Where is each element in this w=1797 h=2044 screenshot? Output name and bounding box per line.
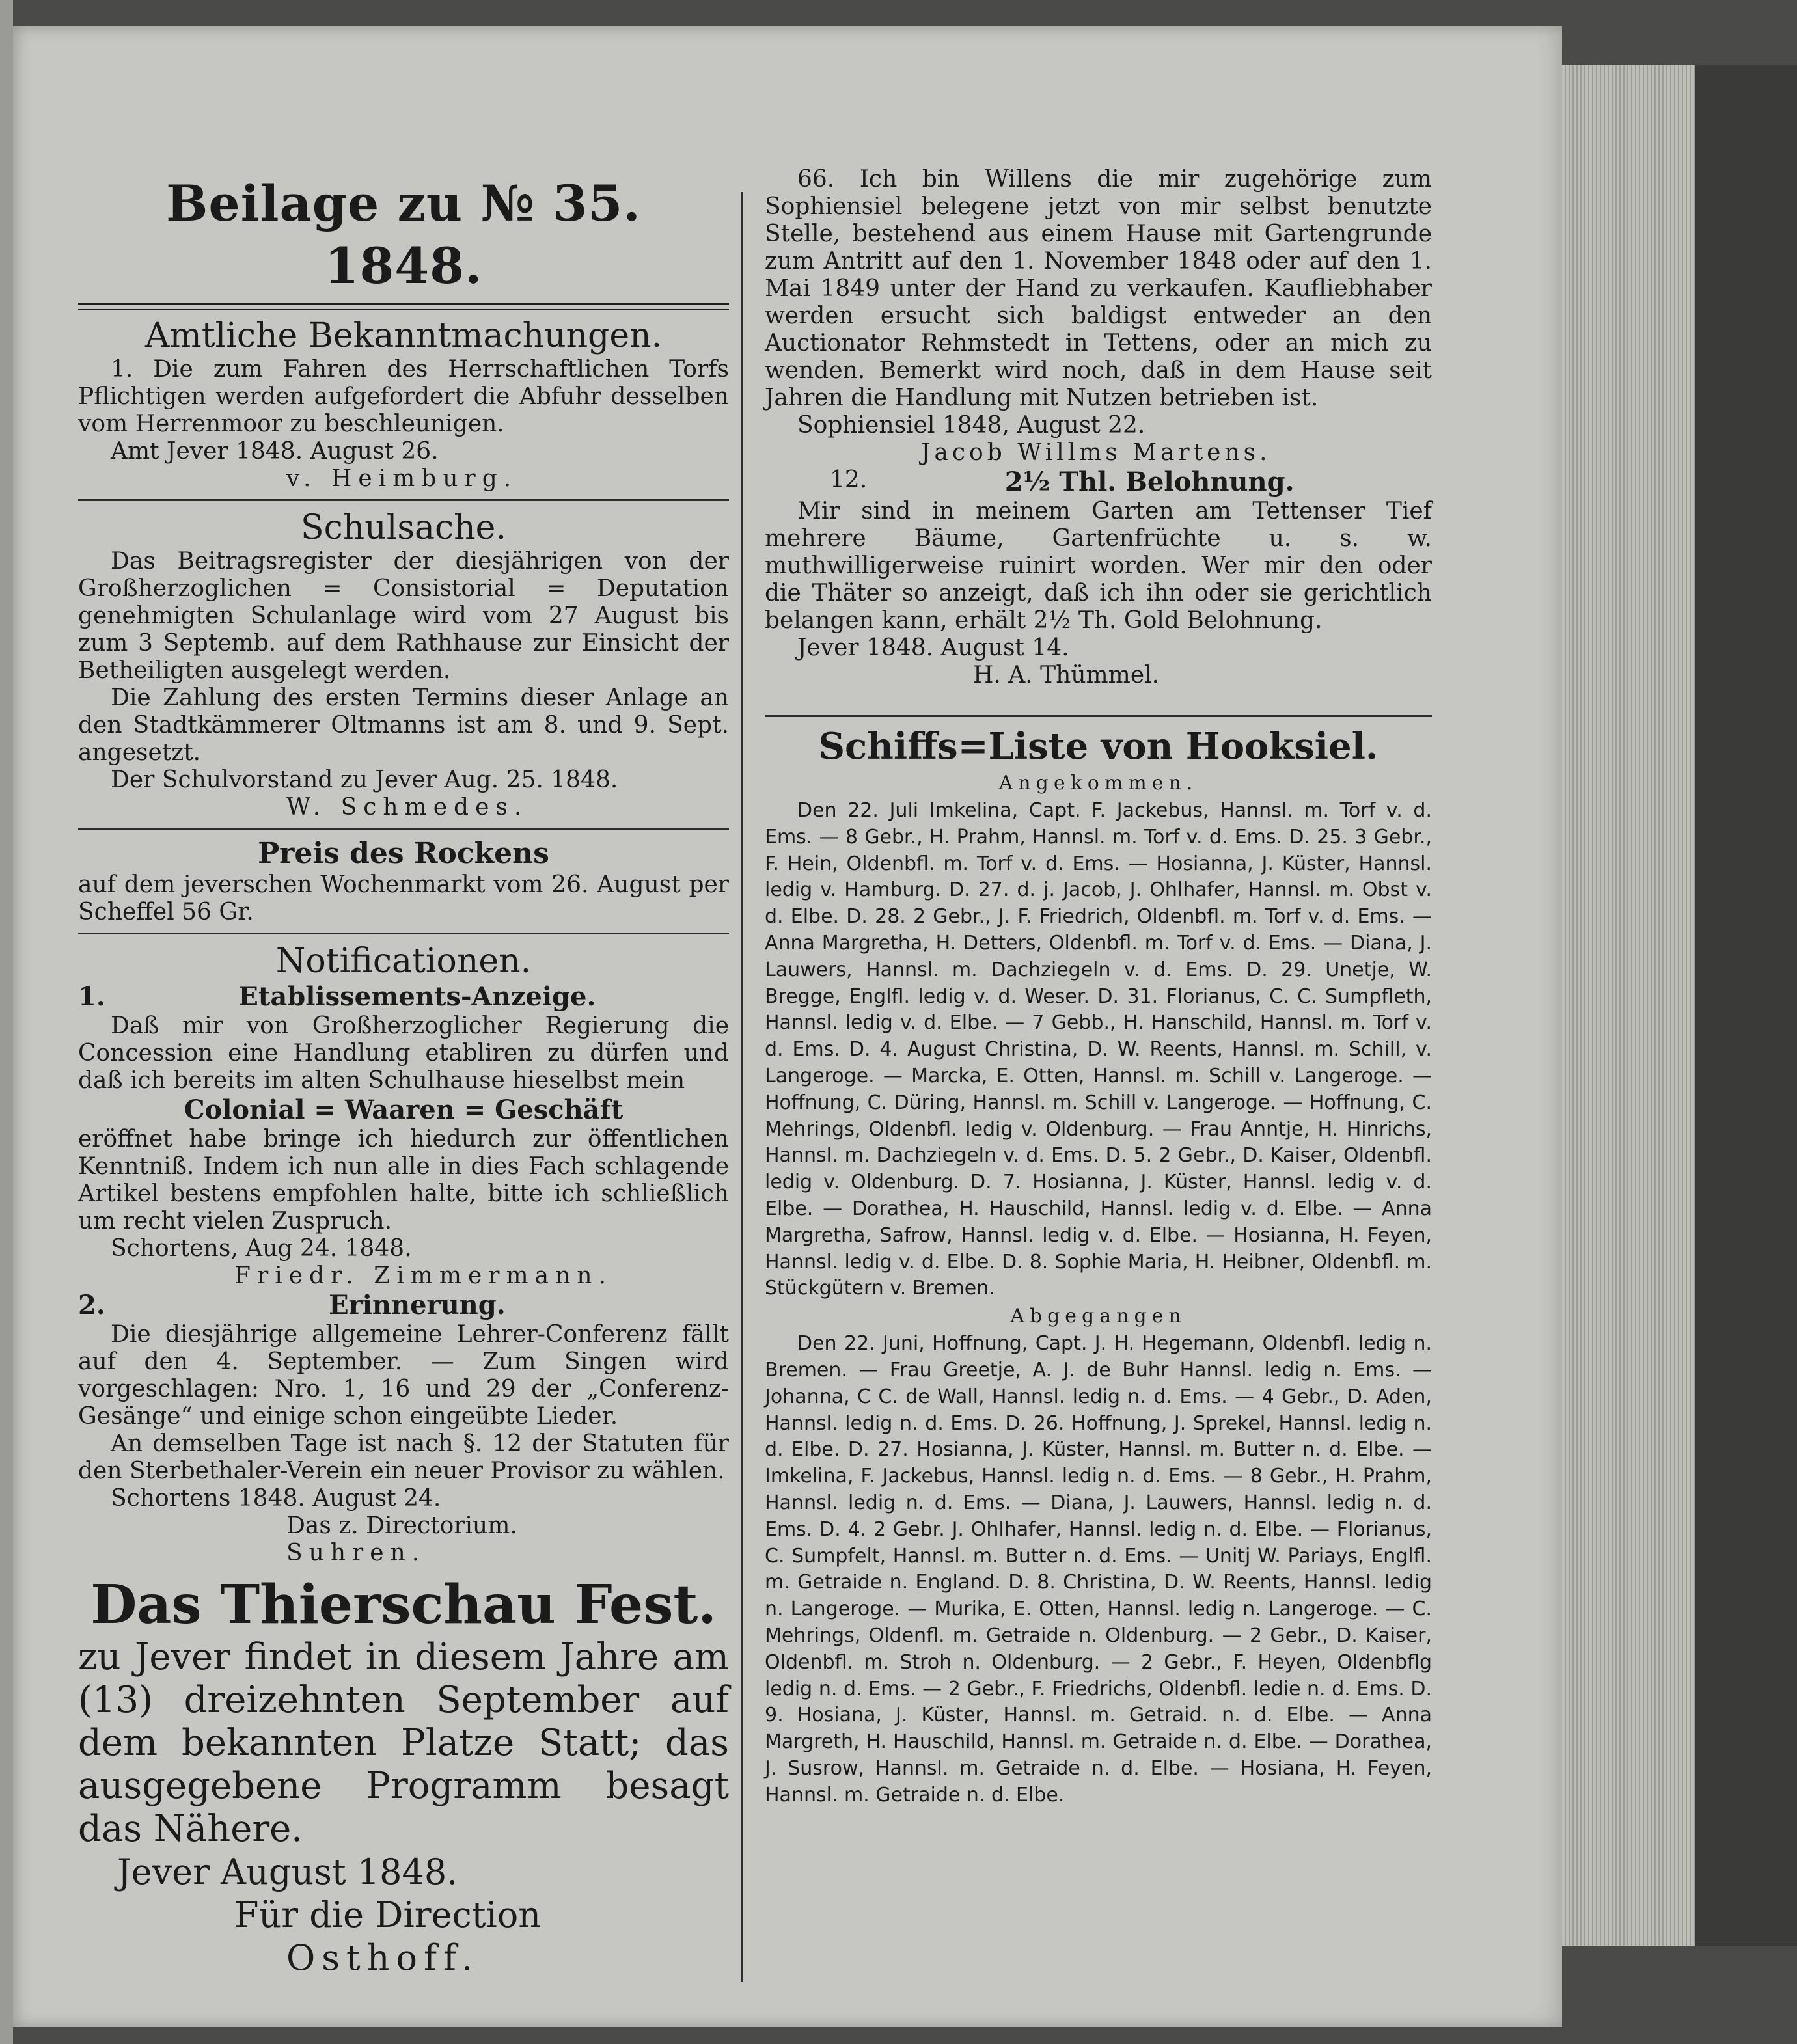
facing-page-edge: [0, 0, 13, 2044]
title-rule: [78, 303, 729, 310]
amtliche-date: Amt Jever 1848. August 26.: [111, 438, 439, 465]
notice-para: Die diesjährige allgemeine Lehrer-Conferenz fällt auf den 4. September. — Zum Singen wird vorgeschlagen: Nro. 1, 16 und 29 der „Conferenz-Gesänge“ und einige schon eingeübte Lieder.: [78, 1321, 729, 1430]
schiffsliste-title: Schiffs=Liste von Hooksiel.: [818, 725, 1379, 768]
notice-number: 2.: [78, 1290, 105, 1320]
departed-list: Den 22. Juni, Hoffnung, Capt. J. H. Hegemann, Oldenbfl. ledig n. Bremen. — Frau Greetje, A. J. de Buhr Hannsl. ledig n. Ems. — Johanna, C C. de Wall, Hannsl. ledig n. d. Ems. — 4 Gebr., D. Aden, Hannsl. ledig n. d. Ems. D. 26. Hoffnung, J. Sprekel, Hannsl. ledig n. d. Elbe. D. 27. Hosianna, J. Küster, Hannsl. m. Butter n. d. Elbe. — Imkelina, F. Jackebus, Hannsl. ledig n. d. Ems. — 8 Gebr., H. Prahm, Hannsl. ledig n. d. Ems. — Diana, J. Lauwers, Hannsl. ledig n. d. Ems. D. 4. 2 Gebr. J. Ohlhafer, Hannsl. ledig n. d. Elbe. — Florianus, C. Sumpfelt, Hannsl. m. Butter n. d. Ems. — Unitj W. Pariays, Englfl. m. Getraide n. England. D. 8. Christina, D. W. Reents, Hannsl. ledig n. Langeroge. — Murika, E. Otten, Hannsl. ledig n. Langeroge. — C. Mehrings, Oldenfl. m. Getraide n. Oldenburg. — 2 Gebr., D. Kaiser, Oldenbfl. m. Stroh n. Oldenburg. — 2 Gebr., F. Heyen, Oldenbflg ledig n. d. Ems. — 2 Gebr., F. Friedrichs, Oldenbfl. ledie n. d. Ems. D. 9. Hosiana, J. Küster, Hannsl. m. Getraid. n. d. Elbe. — Anna Margreth, H. Hauschild, Hannsl. m. Getraide n. d. Elbe. — Dorathea, J. Susrow, Hannsl. m. Getraide n. d. Elbe. — Hosiana, H. Feyen, Hannsl. m. Getraide n. d. Elbe.: [765, 1332, 1432, 1806]
notice-number: 1.: [78, 981, 105, 1012]
schulsache-signature: W. Schmedes.: [286, 794, 528, 821]
section-divider: [78, 499, 729, 501]
item66-text: 66. Ich bin Willens die mir zugehörige zum Sophiensiel belegene jetzt von mir selbst benutzte Stelle, bestehend aus einem Hause mit Gartengrunde zum Antritt auf den 1. November 1848 oder auf den 1. Mai 1849 unter der Hand zu verkaufen. Kaufliebhaber werden ersucht sich baldigst entweder an den Auctionator Rehmstedt in Tettens, oder an mich zu wenden. Bemerkt wird noch, daß in dem Hause seit Jahren die Handlung mit Nutzen betrieben ist.: [765, 166, 1432, 411]
item12-title: 2½ Thl. Belohnung.: [1004, 467, 1295, 497]
section-divider: [78, 828, 729, 830]
notice-para: Daß mir von Großherzoglicher Regierung die Concession eine Handlung etabliren zu dürfen und daß ich bereits im alten Schulhause hieselbst mein: [78, 1013, 729, 1094]
notice-signature: Suhren.: [286, 1540, 426, 1566]
rocken-section: [78, 836, 729, 926]
item66-section: [765, 166, 1432, 467]
thierschau-sig1: Für die Direction: [234, 1894, 542, 1935]
notice-heading: [78, 981, 729, 1013]
amtliche-text: 1. Die zum Fahren des Herrschaftlichen Torfs Pflichtigen werden aufgefordert die Abfuhr desselben vom Herrenmoor zu beschleunigen.: [78, 356, 729, 437]
thierschau-section: [78, 1574, 729, 1980]
item66-date: Sophiensiel 1848, August 22.: [797, 412, 1145, 439]
book-cover-edge: [1695, 65, 1797, 1946]
notice-date: Schortens, Aug 24. 1848.: [111, 1235, 412, 1262]
item12-text: Mir sind in meinem Garten am Tettenser Tief mehrere Bäume, Gartenfrüchte u. s. w. muthwilligerweise ruinirt worden. Wer mir den oder die Thäter so anzeigt, daß ich ihn oder sie gerichtlich belangen kann, erhält 2½ Th. Gold Belohnung.: [765, 498, 1432, 634]
page-stack-edges: [1562, 65, 1695, 1946]
notice-title: Erinnerung.: [329, 1290, 506, 1320]
schiffsliste-section: [765, 724, 1432, 1808]
shop-name: Colonial = Waaren = Geschäft: [184, 1095, 624, 1125]
item12-date: Jever 1848. August 14.: [797, 634, 1069, 661]
thierschau-title: Das Thierschau Fest.: [90, 1574, 717, 1636]
left-column: [78, 26, 729, 1980]
notificationen-title: Notificationen.: [275, 942, 532, 981]
amtliche-signature: v. Heimburg.: [286, 465, 518, 492]
arrived-list: Den 22. Juli Imkelina, Capt. F. Jackebus, Hannsl. m. Torf v. d. Ems. — 8 Gebr., H. Prahm, Hannsl. m. Torf v. d. Ems. D. 25. 3 Gebr., F. Hein, Oldenbfl. m. Torf v. d. Ems. — Hosianna, J. Küster, Hannsl. ledig v. Hamburg. D. 27. d. j. Jacob, J. Ohlhafer, Hannsl. m. Obst v. d. Elbe. D. 28. 2 Gebr., J. F. Friedrich, Oldenbfl. m. Torf v. d. Ems. — Anna Margretha, H. Detters, Oldenbfl. m. Torf v. d. Ems. — Diana, J. Lauwers, Hannsl. m. Dachziegeln v. d. Ems. D. 29. Unetje, W. Bregge, Englfl. ledig v. d. Weser. D. 31. Florianus, C. C. Sumpfleth, Hannsl. ledig v. d. Elbe. — 7 Gebb., H. Hanschild, Hannsl. m. Torf v. d. Ems. D. 4. August Christina, D. W. Reents, Hannsl. m. Schill, v. Langeroge. — Marcka, E. Otten, Hannsl. m. Schill v. Langeroge. — Hoffnung, C. Düring, Hannsl. m. Schill v. Langeroge. — Hoffnung, C. Mehrings, Oldenbfl. ledig v. Oldenburg. — Frau Anntje, H. Hinrichs, Hannsl. m. Dachziegeln v. d. Ems. D. 5. 2 Gebr., D. Kaiser, Oldenbfl. ledig v. Oldenburg. D. 7. Hosianna, J. Küster, Hannsl. ledig v. d. Elbe. — Dorathea, H. Hauschild, Hannsl. ledig v. d. Elbe. — Anna Margretha, Safrow, Hannsl. ledig v. d. Elbe. — Hosianna, H. Feyen, Hannsl. ledig v. d. Elbe. D. 8. Sophie Maria, H. Heibner, Oldenbfl. m. Stückgütern v. Bremen.: [765, 799, 1432, 1300]
amtliche-title: Amtliche Bekanntmachungen.: [144, 316, 663, 355]
notice-para: eröffnet habe bringe ich hiedurch zur öffentlichen Kenntniß. Indem ich nun alle in dies Fach schlagende Artikel bestens empfohlen halte, bitte ich schließlich um recht vielen Zuspruch.: [78, 1126, 729, 1234]
supplement-title: Beilage zu № 35. 1848.: [166, 174, 641, 295]
schulsache-title: Schulsache.: [301, 508, 506, 547]
notificationen-section: [78, 941, 729, 1567]
notice-signature: Das z. Directorium.: [286, 1512, 517, 1539]
notice-title: Etablissements-Anzeige.: [238, 981, 596, 1012]
arrived-heading: Angekommen.: [998, 772, 1198, 795]
item12-section: [765, 467, 1432, 689]
right-column: [765, 166, 1432, 1808]
section-divider: [78, 933, 729, 934]
amtliche-section: [78, 316, 729, 493]
schulsache-para1: Das Beitragsregister der diesjährigen von der Großherzoglichen = Consistorial = Deputation genehmigten Schulanlage wird vom 27 August bis zum 3 Septemb. auf dem Rathhause zur Einsicht der Betheiligten ausgelegt werden.: [78, 548, 729, 684]
thierschau-date: Jever August 1848.: [117, 1851, 458, 1892]
item12-signature: H. A. Thümmel.: [973, 662, 1160, 688]
schulsache-section: [78, 508, 729, 821]
newspaper-page: [13, 26, 1562, 2027]
schulsache-date: Der Schulvorstand zu Jever Aug. 25. 1848.: [111, 767, 618, 793]
rocken-text: auf dem jeverschen Wochenmarkt vom 26. August per Scheffel 56 Gr.: [78, 871, 729, 925]
item12-heading: [765, 467, 1432, 498]
section-divider: [765, 715, 1432, 717]
thierschau-sig2: Osthoff.: [286, 1937, 480, 1978]
notice-para: An demselben Tage ist nach §. 12 der Statuten für den Sterbethaler-Verein ein neuer Provisor zu wählen.: [78, 1430, 729, 1484]
schulsache-para2: Die Zahlung des ersten Termins dieser Anlage an den Stadtkämmerer Oltmanns ist am 8. und 9. Sept. angesetzt.: [78, 685, 729, 766]
item66-signature: Jacob Willms Martens.: [921, 439, 1271, 466]
notice-heading: [78, 1290, 729, 1321]
departed-heading: Abgegangen: [1010, 1305, 1187, 1328]
item12-number: 12.: [830, 467, 868, 493]
notice-date: Schortens 1848. August 24.: [111, 1485, 441, 1512]
rocken-title: Preis des Rockens: [258, 837, 549, 870]
thierschau-text: zu Jever findet in diesem Jahre am (13) dreizehnten September auf dem bekannten Platze Statt; das ausgegebene Programm besagt das Nähere.: [78, 1636, 729, 1850]
column-divider: [741, 192, 743, 1982]
notice-signature: Friedr. Zimmermann.: [234, 1262, 612, 1289]
